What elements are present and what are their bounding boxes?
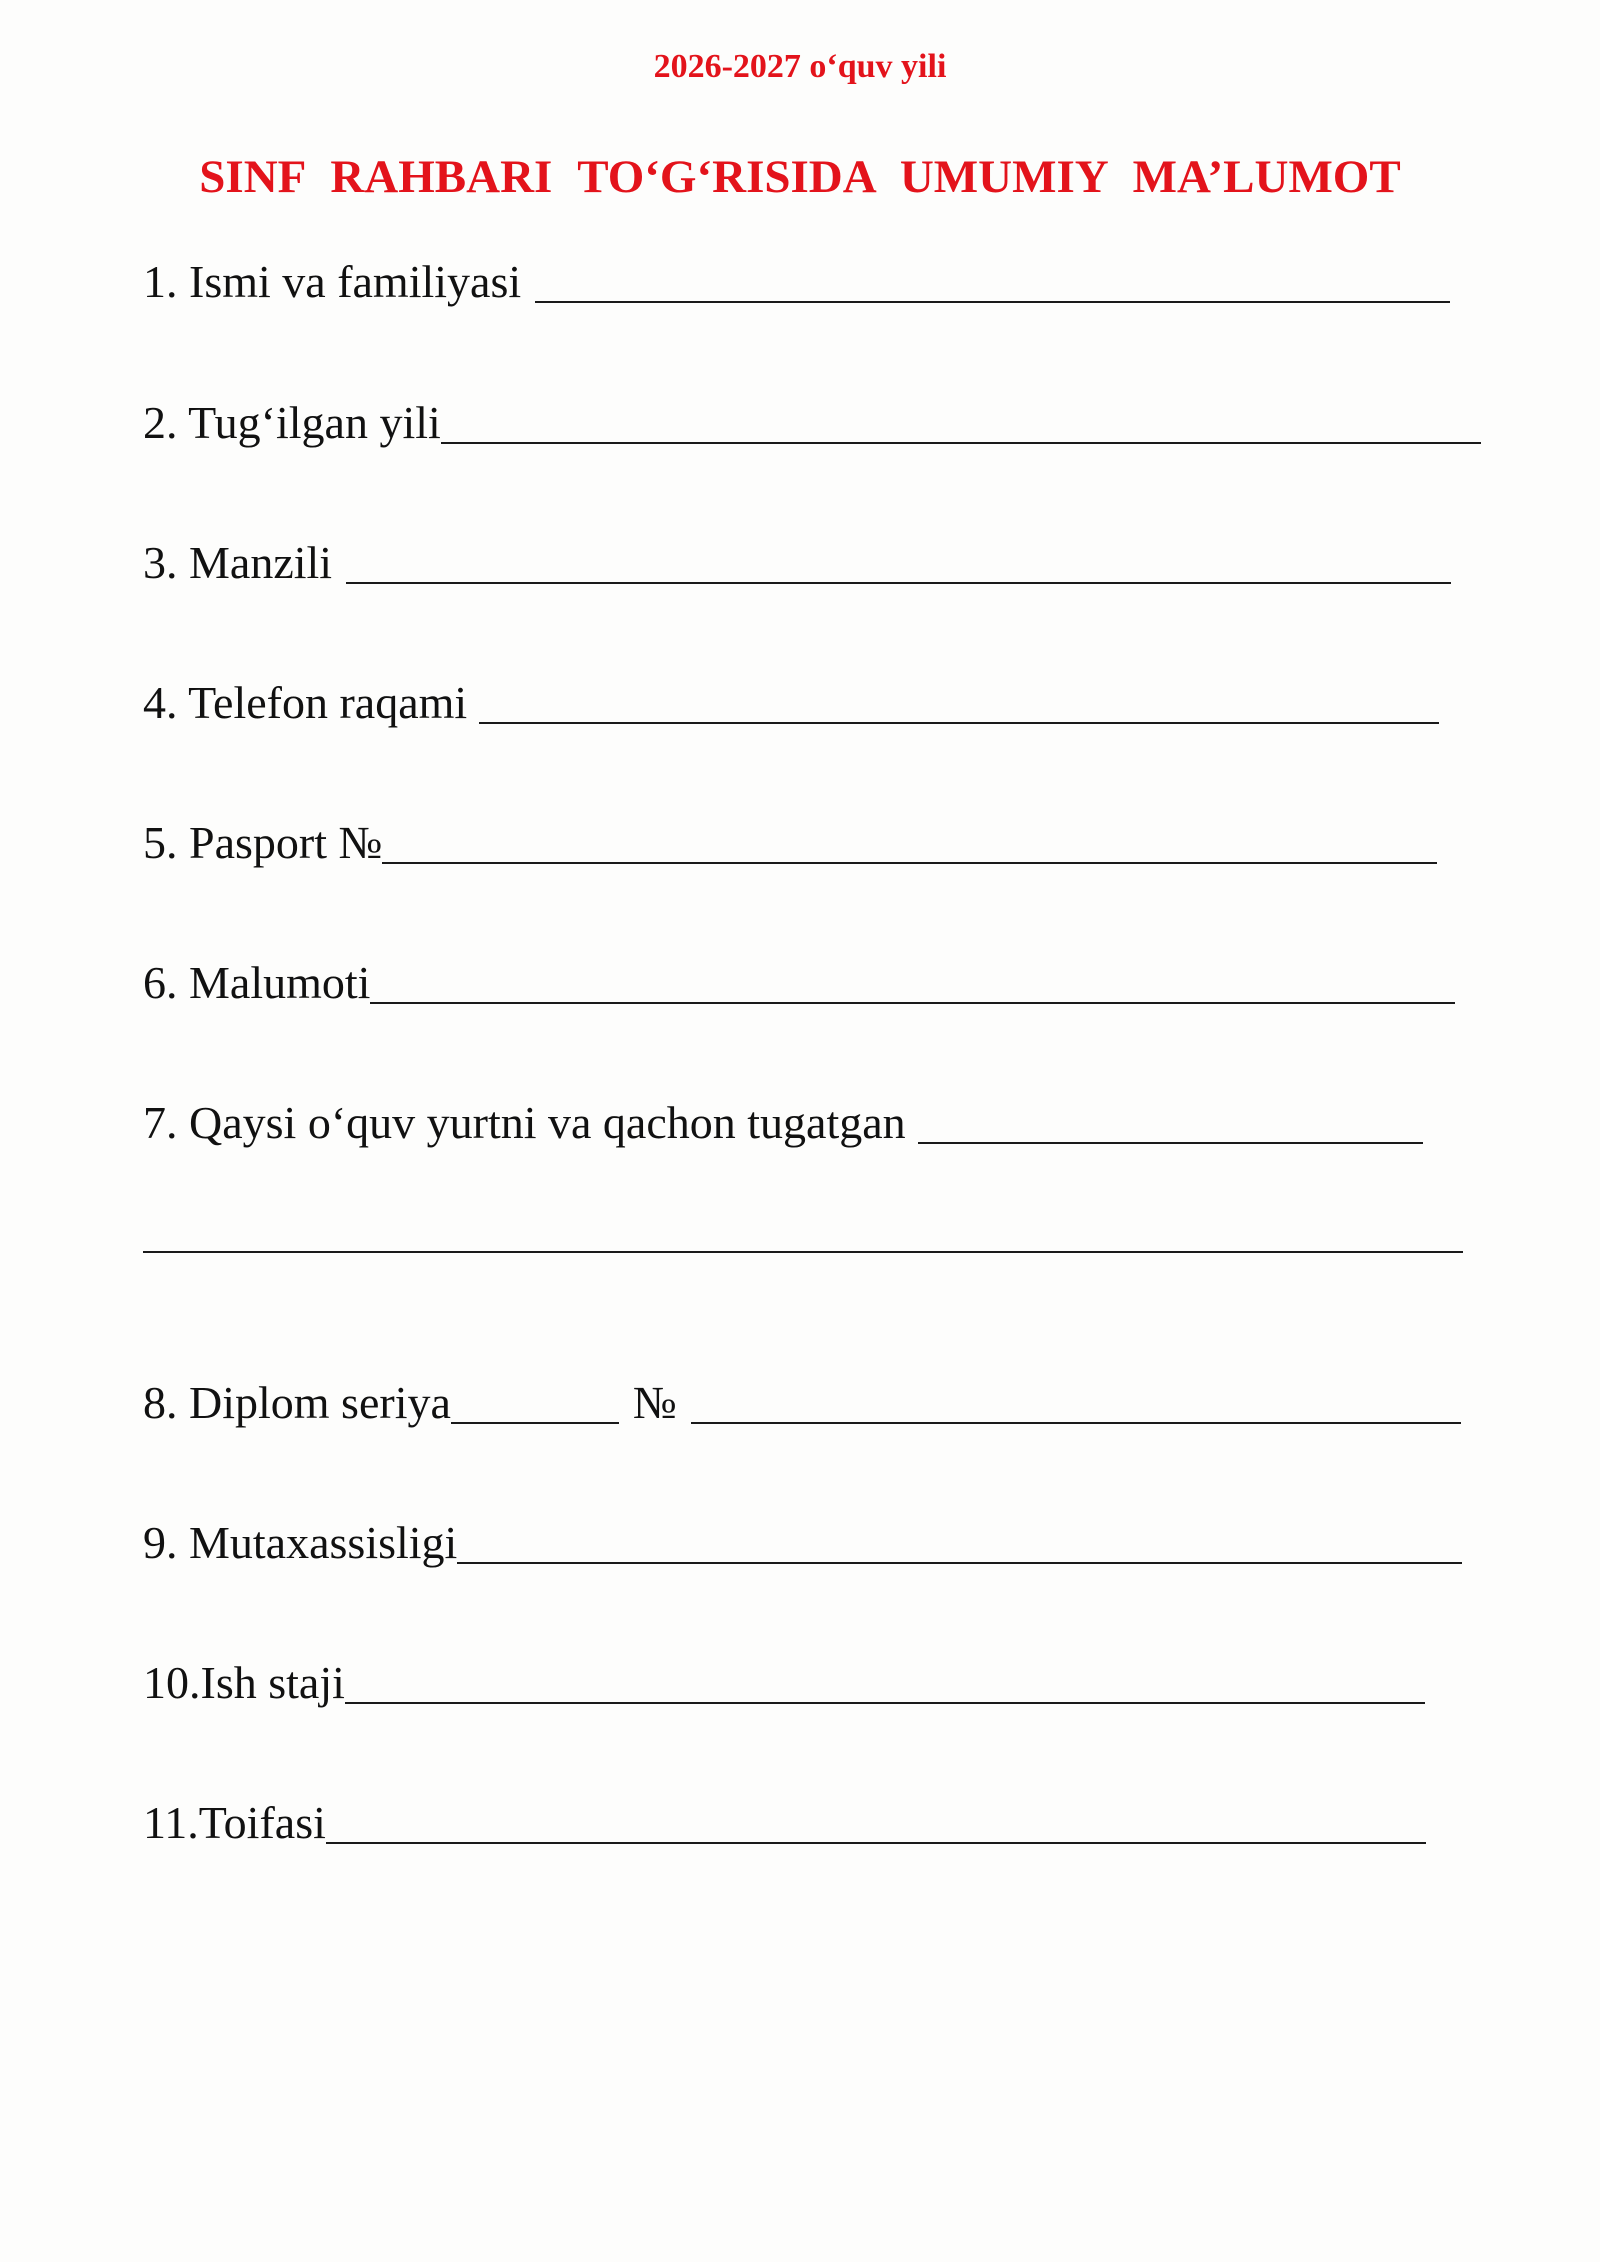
field-label: 8. Diplom seriya [143, 1377, 451, 1428]
page-title: SINF RAHBARI TO‘G‘RISIDA UMUMIY MA’LUMOT [199, 151, 1401, 203]
field-specialty-row [143, 1516, 1462, 1569]
field-name-row [143, 255, 1450, 308]
field-category-row [143, 1796, 1426, 1849]
field-passport-row [143, 816, 1437, 869]
fill-line-education[interactable] [370, 1002, 1455, 1004]
field-institution-row [143, 1096, 1423, 1149]
diploma-number-sign: № [632, 1377, 677, 1428]
field-label: 11.Toifasi [143, 1797, 326, 1848]
field-diploma-row [143, 1376, 1461, 1429]
fill-line-experience[interactable] [345, 1702, 1425, 1704]
field-label: 10.Ish staji [143, 1657, 345, 1708]
field-label: 6. Malumoti [143, 957, 371, 1008]
field-label: 7. Qaysi o‘quv yurtni va qachon tugatgan [143, 1097, 906, 1148]
field-phone-row [143, 676, 1439, 729]
fill-line-category[interactable] [326, 1842, 1426, 1844]
fill-line-address[interactable] [346, 582, 1451, 584]
field-label: 5. Pasport № [143, 817, 383, 868]
fill-line-diploma-number[interactable] [691, 1422, 1461, 1424]
fill-line-institution-continued[interactable] [143, 1251, 1463, 1253]
field-label: 1. Ismi va familiyasi [143, 256, 522, 307]
field-label: 9. Mutaxassisligi [143, 1517, 458, 1568]
fill-line-diploma-series[interactable] [451, 1422, 619, 1424]
field-label: 3. Manzili [143, 537, 333, 588]
field-address-row [143, 536, 1451, 589]
field-label: 4. Telefon raqami [143, 677, 468, 728]
fill-line-birth-year[interactable] [441, 442, 1481, 444]
fill-line-name[interactable] [535, 301, 1450, 303]
fill-line-phone[interactable] [479, 722, 1439, 724]
fill-line-institution[interactable] [918, 1142, 1423, 1144]
field-education-row [143, 956, 1455, 1009]
field-label: 2. Tug‘ilgan yili [143, 397, 441, 448]
academic-year: 2026-2027 o‘quv yili [653, 48, 947, 85]
fill-line-passport[interactable] [382, 862, 1437, 864]
field-birth-year-row [143, 396, 1481, 449]
field-experience-row [143, 1656, 1425, 1709]
fill-line-specialty[interactable] [457, 1562, 1462, 1564]
field-institution-continued-row [143, 1245, 1463, 1247]
